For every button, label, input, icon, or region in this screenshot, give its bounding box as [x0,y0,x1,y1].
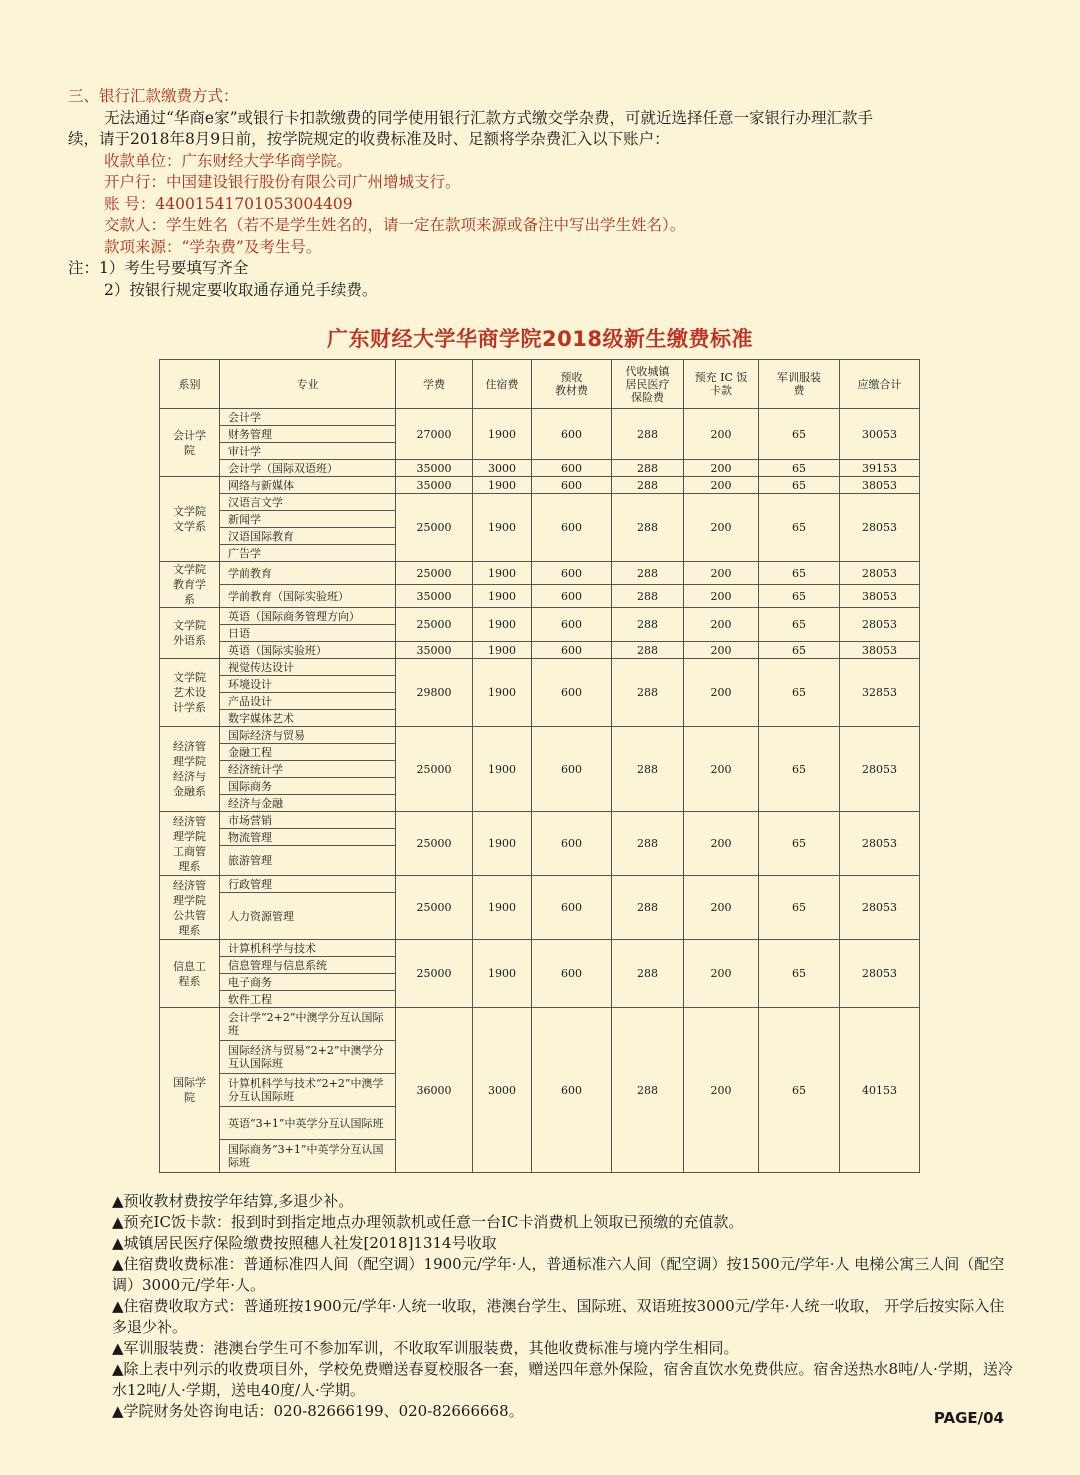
instructions-paragraph-cont: 续，请于2018年8月9日前，按学院规定的收费标准及时、足额将学杂费汇入以下账户： [68,130,670,148]
fee-cell: 35000 [396,642,473,659]
column-header: 学费 [396,360,473,409]
major-cell: 数字媒体艺术 [220,710,396,727]
major-cell: 审计学 [220,443,396,460]
fee-cell: 65 [759,585,840,608]
department-cell: 信息工 程系 [160,940,220,1008]
fee-cell: 32853 [840,659,920,727]
major-cell: 国际商务“3+1”中英学分互认国际班 [220,1140,396,1173]
fee-cell: 65 [759,940,840,1008]
table-row [160,562,920,585]
major-cell: 经济统计学 [220,761,396,778]
major-cell: 信息管理与信息系统 [220,957,396,974]
major-cell: 英语“3+1”中英学分互认国际班 [220,1107,396,1140]
fee-cell: 25000 [396,562,473,585]
fee-cell: 65 [759,659,840,727]
fee-cell: 28053 [840,812,920,876]
fee-cell: 200 [684,562,759,585]
major-cell: 网络与新媒体 [220,477,396,494]
note-2: 2）按银行规定要收取通存通兑手续费。 [104,280,378,299]
major-cell: 会计学（国际双语班） [220,460,396,477]
fee-cell: 600 [532,727,612,812]
fee-cell: 1900 [473,642,532,659]
fee-cell: 200 [684,585,759,608]
note-item: ▲住宿费收取方式：普通班按1900元/学年·人统一收取，港澳台学生、国际班、双语班按3000元/学年·人统一收取， 开学后按实际入住多退少补。 [112,1297,1005,1336]
fee-cell: 600 [532,642,612,659]
department-cell: 文学院 艺术设 计学系 [160,659,220,727]
fee-cell: 28053 [840,562,920,585]
note-item: ▲军训服装费：港澳台学生可不参加军训，不收取军训服装费，其他收费标准与境内学生相同。 [112,1339,739,1357]
note-item: ▲预充IC饭卡款：报到时到指定地点办理领款机或任意一台IC卡消费机上领取已预缴的充值款。 [112,1213,744,1231]
note-1: 注：1）考生号要填写齐全 [68,259,249,277]
table-row [160,642,920,659]
fee-cell: 600 [532,585,612,608]
fee-cell: 200 [684,940,759,1008]
fee-cell: 25000 [396,812,473,876]
note-item: ▲住宿费收费标准：普通标准四人间（配空调）1900元/学年·人，普通标准六人间（配空调）按1500元/学年·人 电梯公寓三人间（配空调）3000元/学年·人。 [112,1255,1005,1294]
fee-cell: 1900 [473,659,532,727]
fee-cell: 200 [684,477,759,494]
bank-line: 开户行：中国建设银行股份有限公司广州增城支行。 [104,173,461,191]
fee-cell: 200 [684,608,759,642]
fee-cell: 1900 [473,727,532,812]
fee-cell: 1900 [473,876,532,940]
table-row [160,1008,920,1041]
major-cell: 汉语国际教育 [220,528,396,545]
fee-cell: 30053 [840,409,920,460]
table-title: 广东财经大学华商学院2018级新生缴费标准 [327,327,753,351]
fee-cell: 38053 [840,585,920,608]
fee-cell: 25000 [396,608,473,642]
fee-cell: 288 [612,562,684,585]
fee-cell: 36000 [396,1008,473,1173]
major-cell: 会计学“2+2”中澳学分互认国际班 [220,1008,396,1041]
fee-cell: 65 [759,876,840,940]
note-item: ▲除上表中列示的收费项目外，学校免费赠送春夏校服各一套，赠送四年意外保险，宿舍直饮水免费供应。宿舍送热水8吨/人·学期，送冷水12吨/人·学期，送电40度/人·学期。 [112,1360,1013,1399]
fee-cell: 288 [612,642,684,659]
account-line: 账 号：44001541701053004409 [104,194,353,213]
major-cell: 国际经济与贸易 [220,727,396,744]
fee-cell: 28053 [840,494,920,562]
fee-cell: 288 [612,1008,684,1173]
fee-cell: 1900 [473,494,532,562]
major-cell: 英语（国际商务管理方向） [220,608,396,625]
fee-cell: 38053 [840,477,920,494]
fee-cell: 65 [759,642,840,659]
source-line: 款项来源：“学杂费”及考生号。 [104,237,322,256]
fee-cell: 288 [612,940,684,1008]
fee-cell: 65 [759,477,840,494]
column-header: 军训服装 费 [759,360,840,409]
fee-cell: 288 [612,812,684,876]
fee-cell: 288 [612,409,684,460]
table-header-row [160,360,920,409]
fee-cell: 1900 [473,940,532,1008]
major-cell: 会计学 [220,409,396,426]
fee-cell: 288 [612,659,684,727]
column-header: 代收城镇 居民医疗 保险费 [612,360,684,409]
fee-cell: 600 [532,876,612,940]
table-row [160,608,920,625]
fee-cell: 1900 [473,585,532,608]
column-header: 预充 IC 饭 卡款 [684,360,759,409]
major-cell: 广告学 [220,545,396,562]
fee-cell: 200 [684,727,759,812]
major-cell: 计算机科学与技术“2+2”中澳学分互认国际班 [220,1074,396,1107]
major-cell: 软件工程 [220,991,396,1008]
fee-cell: 600 [532,494,612,562]
fee-cell: 3000 [473,1008,532,1173]
fee-cell: 35000 [396,585,473,608]
department-cell: 文学院 教育学 系 [160,562,220,608]
fee-cell: 28053 [840,608,920,642]
fee-cell: 1900 [473,477,532,494]
fee-cell: 65 [759,494,840,562]
fee-cell: 600 [532,1008,612,1173]
fee-cell: 65 [759,608,840,642]
fee-cell: 65 [759,562,840,585]
table-row [160,659,920,676]
fee-cell: 40153 [840,1008,920,1173]
fee-cell: 27000 [396,409,473,460]
page-number: PAGE/04 [933,1409,1004,1427]
note-item: ▲预收教材费按学年结算,多退少补。 [112,1192,354,1210]
fee-cell: 1900 [473,562,532,585]
major-cell: 国际商务 [220,778,396,795]
table-row [160,812,920,829]
table-row [160,460,920,477]
fee-cell: 200 [684,642,759,659]
major-cell: 财务管理 [220,426,396,443]
major-cell: 物流管理 [220,829,396,846]
major-cell: 电子商务 [220,974,396,991]
section-heading: 三、银行汇款缴费方式： [68,87,239,105]
major-cell: 汉语言文学 [220,494,396,511]
department-cell: 文学院 外语系 [160,608,220,659]
major-cell: 人力资源管理 [220,893,396,940]
fee-cell: 35000 [396,460,473,477]
table-row [160,940,920,957]
fee-cell: 25000 [396,940,473,1008]
fee-notes [112,1191,1017,1422]
fee-cell: 65 [759,727,840,812]
department-cell: 经济管 理学院 工商管 理系 [160,812,220,876]
department-cell: 经济管 理学院 经济与 金融系 [160,727,220,812]
fee-cell: 600 [532,812,612,876]
major-cell: 旅游管理 [220,846,396,876]
fee-cell: 600 [532,608,612,642]
fee-cell: 600 [532,409,612,460]
table-row [160,585,920,608]
payment-instructions [68,86,1018,301]
table-row [160,727,920,744]
fee-cell: 200 [684,1008,759,1173]
fee-cell: 1900 [473,608,532,642]
fee-cell: 1900 [473,812,532,876]
department-cell: 会计学 院 [160,409,220,477]
major-cell: 英语（国际实验班） [220,642,396,659]
fee-cell: 200 [684,876,759,940]
fee-cell: 35000 [396,477,473,494]
column-header: 专业 [220,360,396,409]
fee-cell: 65 [759,460,840,477]
fee-cell: 288 [612,608,684,642]
major-cell: 日语 [220,625,396,642]
fee-cell: 288 [612,876,684,940]
fee-cell: 288 [612,494,684,562]
major-cell: 环境设计 [220,676,396,693]
fee-cell: 200 [684,409,759,460]
major-cell: 市场营销 [220,812,396,829]
column-header: 住宿费 [473,360,532,409]
table-row [160,494,920,511]
table-row [160,477,920,494]
major-cell: 新闻学 [220,511,396,528]
major-cell: 计算机科学与技术 [220,940,396,957]
column-header: 预收 教材费 [532,360,612,409]
fee-cell: 600 [532,460,612,477]
fee-cell: 288 [612,477,684,494]
table-row [160,409,920,426]
payer-line: 交款人：学生姓名（若不是学生姓名的，请一定在款项来源或备注中写出学生姓名）。 [104,216,686,234]
department-cell: 国际学 院 [160,1008,220,1173]
fee-cell: 25000 [396,727,473,812]
instructions-paragraph: 无法通过“华商e家”或银行卡扣款缴费的同学使用银行汇款方式缴交学杂费，可就近选择任意一家银行办理汇款手 [104,108,874,127]
fee-cell: 200 [684,812,759,876]
major-cell: 学前教育 [220,562,396,585]
fee-cell: 38053 [840,642,920,659]
fee-cell: 200 [684,460,759,477]
department-cell: 文学院 文学系 [160,477,220,562]
major-cell: 国际经济与贸易“2+2”中澳学分互认国际班 [220,1041,396,1074]
fee-cell: 28053 [840,727,920,812]
fee-cell: 25000 [396,494,473,562]
fee-cell: 200 [684,494,759,562]
payee-line: 收款单位：广东财经大学华商学院。 [104,151,353,170]
table-row [160,876,920,893]
fee-cell: 29800 [396,659,473,727]
major-cell: 视觉传达设计 [220,659,396,676]
fee-cell: 200 [684,659,759,727]
fee-cell: 288 [612,460,684,477]
fee-cell: 600 [532,477,612,494]
fee-cell: 65 [759,812,840,876]
fee-cell: 39153 [840,460,920,477]
note-item: ▲学院财务处咨询电话：020-82666199、020-82666668。 [112,1402,524,1420]
fee-cell: 288 [612,585,684,608]
fee-table [159,359,920,1173]
fee-cell: 65 [759,1008,840,1173]
fee-cell: 25000 [396,876,473,940]
department-cell: 经济管 理学院 公共管 理系 [160,876,220,940]
fee-cell: 288 [612,727,684,812]
fee-cell: 1900 [473,409,532,460]
major-cell: 金融工程 [220,744,396,761]
fee-cell: 600 [532,562,612,585]
fee-cell: 3000 [473,460,532,477]
fee-cell: 600 [532,940,612,1008]
major-cell: 产品设计 [220,693,396,710]
major-cell: 行政管理 [220,876,396,893]
column-header: 系别 [160,360,220,409]
fee-cell: 28053 [840,940,920,1008]
note-item: ▲城镇居民医疗保险缴费按照穗人社发[2018]1314号收取 [112,1234,497,1252]
major-cell: 学前教育（国际实验班） [220,585,396,608]
fee-cell: 28053 [840,876,920,940]
major-cell: 经济与金融 [220,795,396,812]
column-header: 应缴合计 [840,360,920,409]
fee-cell: 65 [759,409,840,460]
fee-cell: 600 [532,659,612,727]
